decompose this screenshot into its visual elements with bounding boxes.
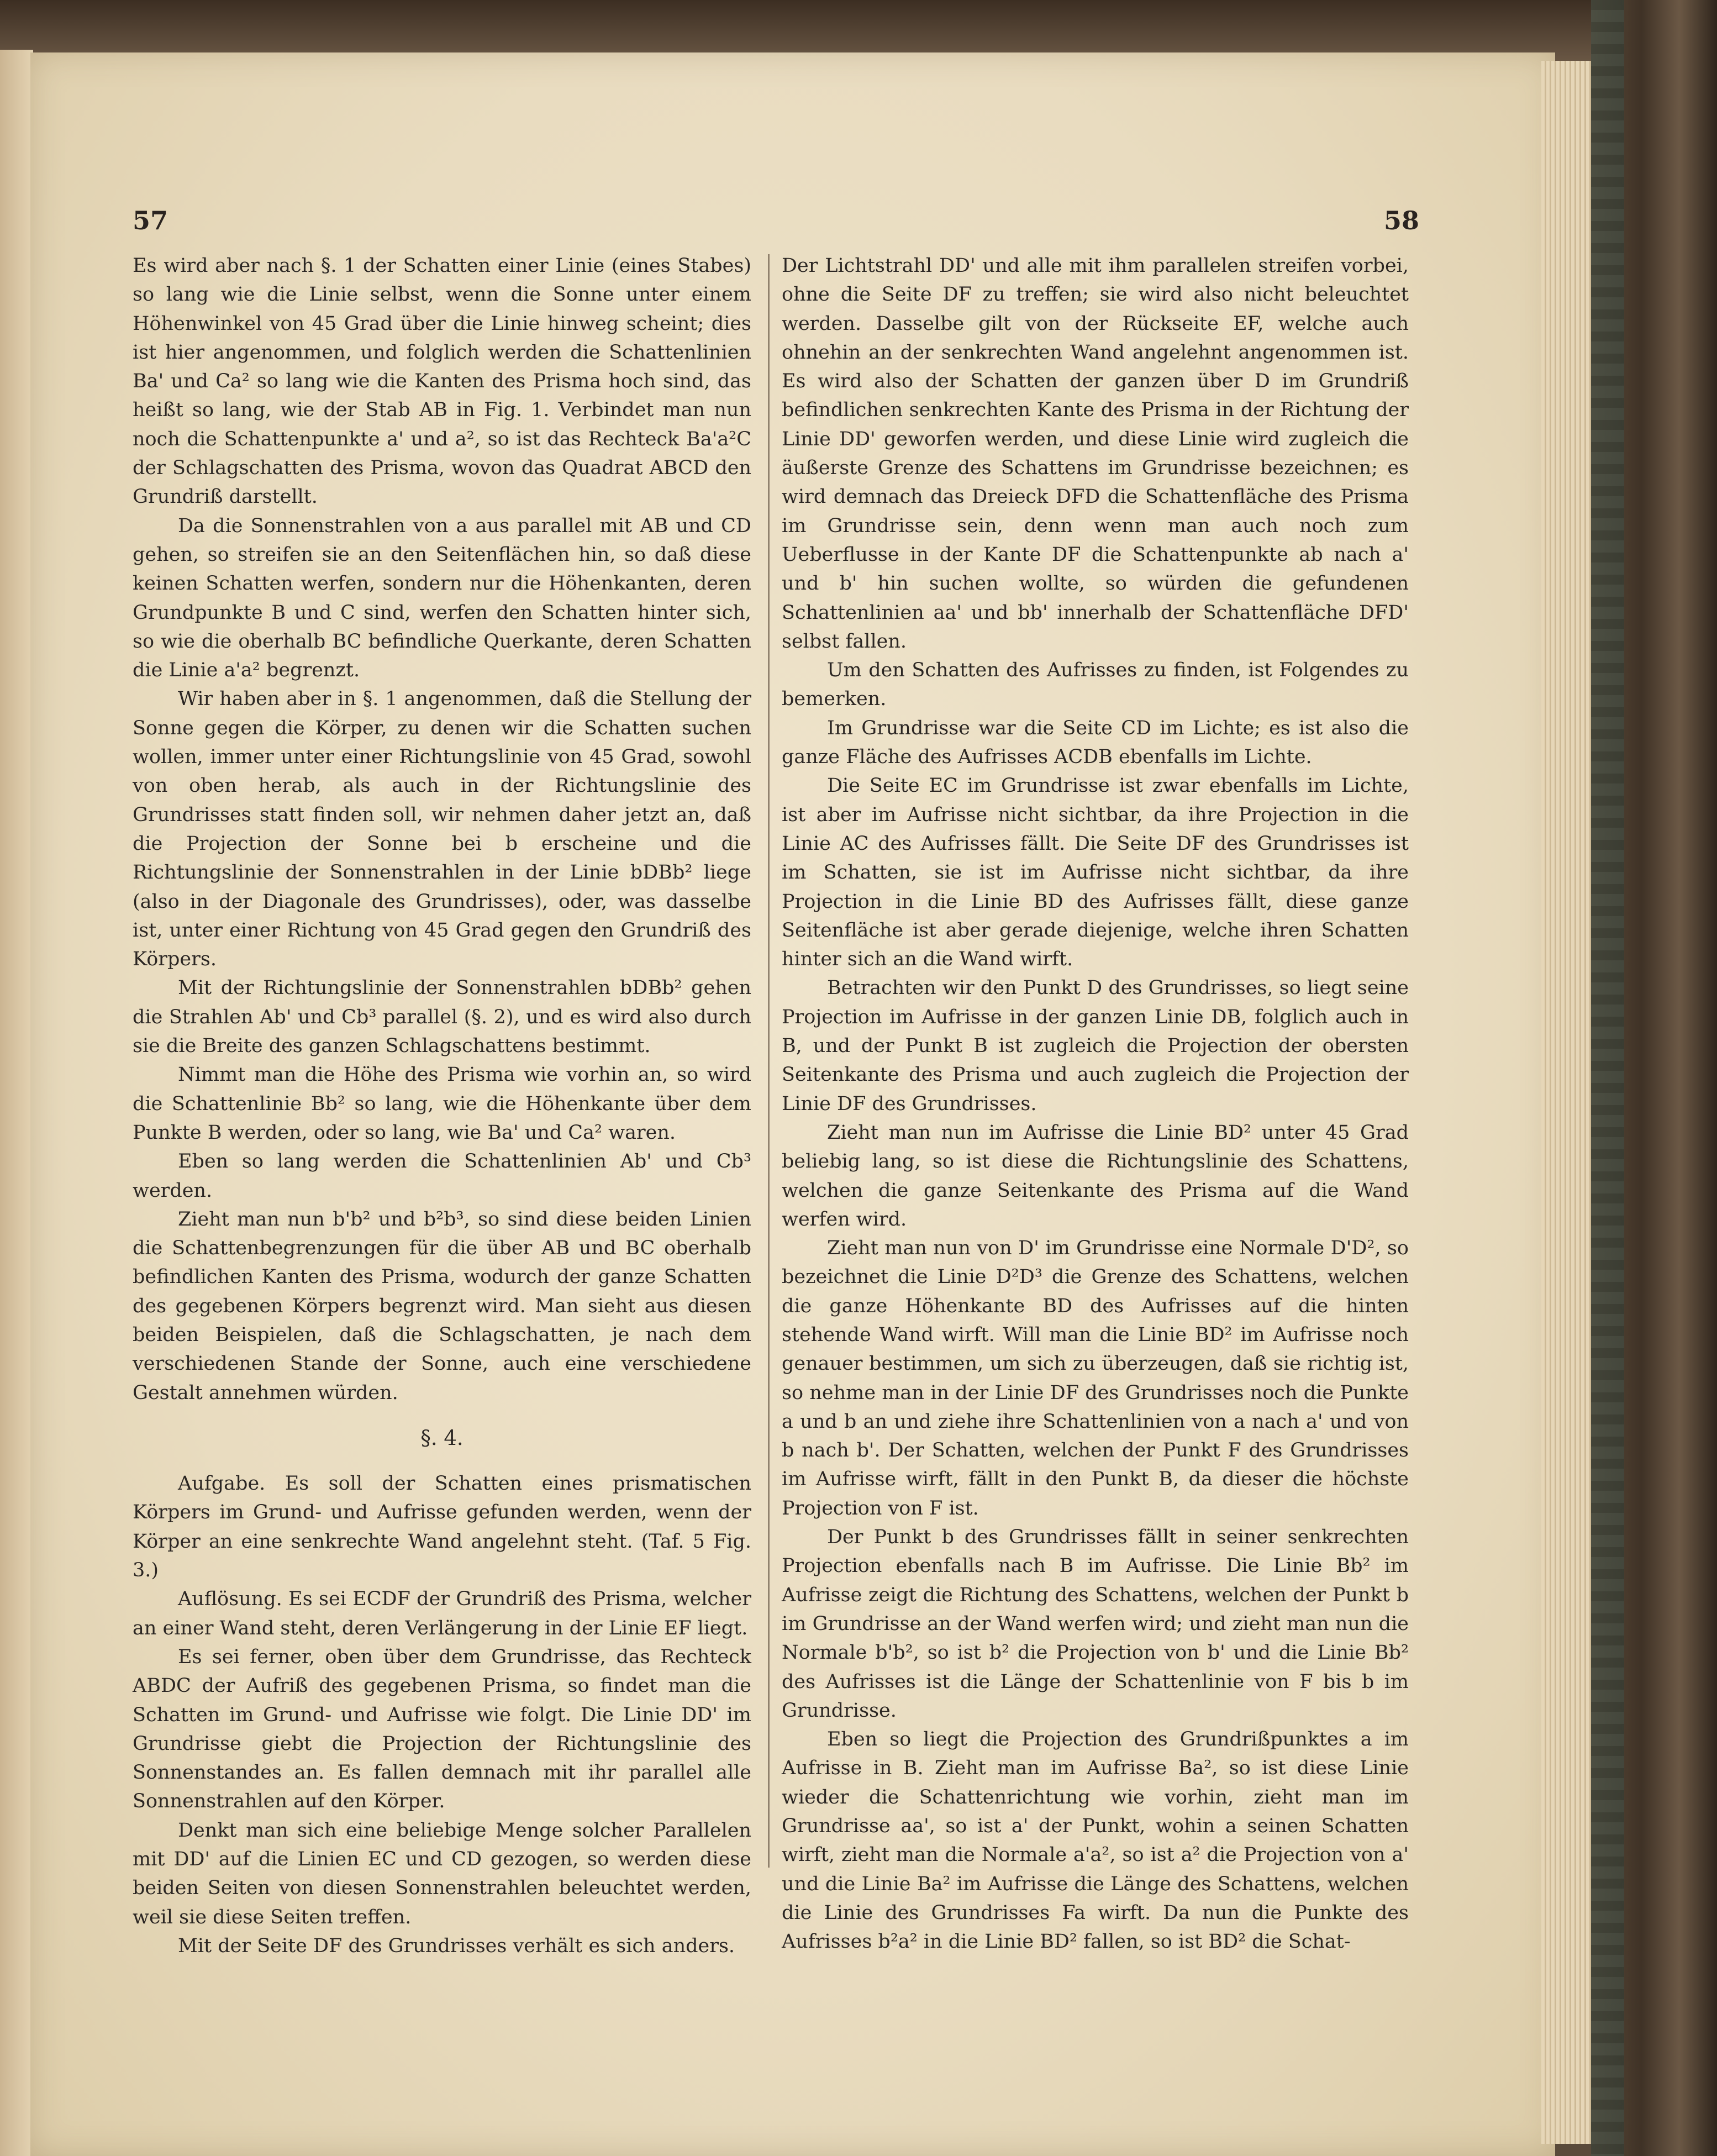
page-number-right: 58	[1384, 206, 1420, 235]
left-column	[133, 251, 751, 1960]
paragraph: Eben so lang werden die Schattenlinien Ab' und Cb³ werden.	[133, 1150, 751, 1202]
paragraph: Denkt man sich eine beliebige Menge solcher Parallelen mit DD' auf die Linien EC und CD gezogen, so werden diese beiden Seiten von diesen Sonnenstrahlen beleuchtet werden, weil sie diese Seiten treffen.	[133, 1819, 751, 1928]
page-number-left: 57	[133, 206, 168, 235]
paragraph: Die Seite EC im Grundrisse ist zwar ebenfalls im Lichte, ist aber im Aufrisse nicht sichtbar, da ihre Projection in die Linie AC des Aufrisses fällt. Die Seite DF des Grundrisses ist im Schatten, sie ist im Aufrisse nicht sichtbar, da ihre Projection in die Linie BD des Aufrisses fällt, diese ganze Seitenfläche ist aber gerade diejenige, welche ihren Schatten hinter sich an die Wand wirft.	[782, 775, 1409, 971]
paragraph: Da die Sonnenstrahlen von a aus parallel mit AB und CD gehen, so streifen sie an den Seitenflächen hin, so daß diese keinen Schatten werfen, sondern nur die Höhenkanten, deren Grundpunkte B und C sind, werfen den Schatten hinter sich, so wie die oberhalb BC befindliche Querkante, deren Schatten die Linie a'a² begrenzt.	[133, 514, 751, 682]
right-column	[782, 251, 1409, 1957]
paragraph: Betrachten wir den Punkt D des Grundrisses, so liegt seine Projection im Aufrisse in der ganzen Linie DB, folglich auch in B, und der Punkt B ist zugleich die Projection der obersten Seitenkante des Prisma und auch zugleich die Projection der Linie DF des Grundrisses.	[782, 977, 1409, 1115]
paragraph: Aufgabe. Es soll der Schatten eines prismatischen Körpers im Grund- und Aufrisse gefunden werden, wenn der Körper an eine senkrechte Wand angelehnt steht. (Taf. 5 Fig. 3.)	[133, 1473, 751, 1582]
paragraph: Zieht man nun von D' im Grundrisse eine Normale D'D², so bezeichnet die Linie D²D³ die Grenze des Schattens, welchen die ganze Höhenkante BD des Aufrisses auf die hinten stehende Wand wirft. Will man die Linie BD² im Aufrisse noch genauer bestimmen, um sich zu überzeugen, daß sie richtig ist, so nehme man in der Linie DF des Grundrisses noch die Punkte a und b an und ziehe ihre Schattenlinien von a nach a' und von b nach b'. Der Schatten, welchen der Punkt F des Grundrisses im Aufrisse wirft, fällt in den Punkt B, da dieser die höchste Projection von F ist.	[782, 1237, 1409, 1519]
paragraph: Der Punkt b des Grundrisses fällt in seiner senkrechten Projection ebenfalls nach B im Aufrisse. Die Linie Bb² im Aufrisse zeigt die Richtung des Schattens, welchen der Punkt b im Grundrisse an der Wand werfen wird; und zieht man nun die Normale b'b², so ist b² die Projection von b' und die Linie Bb² des Aufrisses ist die Länge der Schattenlinie von F bis b im Grundrisse.	[782, 1526, 1409, 1722]
section-heading: §. 4.	[420, 1426, 464, 1450]
paragraph: Es wird aber nach §. 1 der Schatten einer Linie (eines Stabes) so lang wie die Linie selbst, wenn die Sonne unter einem Höhenwinkel von 45 Grad über die Linie hinweg scheint; dies ist hier angenommen, und folglich werden die Schattenlinien Ba' und Ca² so lang wie die Kanten des Prisma hoch sind, das heißt so lang, wie der Stab AB in Fig. 1. Verbindet man nun noch die Schattenpunkte a' und a², so ist das Rechteck Ba'a²C der Schlagschatten des Prisma, wovon das Quadrat ABCD den Grundriß darstellt.	[133, 255, 751, 508]
left-page-leaf	[0, 50, 33, 2156]
paragraph: Mit der Seite DF des Grundrisses verhält es sich anders.	[178, 1934, 735, 1957]
paragraph: Es sei ferner, oben über dem Grundrisse, das Rechteck ABDC der Aufriß des gegebenen Prisma, so findet man die Schatten im Grund- und Aufrisse wie folgt. Die Linie DD' im Grundrisse giebt die Projection der Richtungslinie des Sonnenstandes an. Es fallen demnach mit ihr parallel alle Sonnenstrahlen auf den Körper.	[133, 1645, 751, 1813]
paragraph: Mit der Richtungslinie der Sonnenstrahlen bDBb² gehen die Strahlen Ab' und Cb³ parallel (§. 2), und es wird also durch sie die Breite des ganzen Schlagschattens bestimmt.	[133, 977, 751, 1058]
paragraph: Nimmt man die Höhe des Prisma wie vorhin an, so wird die Schattenlinie Bb² so lang, wie die Höhenkante über dem Punkte B werden, oder so lang, wie Ba' und Ca² waren.	[133, 1064, 751, 1144]
binding-board-right	[1591, 0, 1717, 2156]
page-edges	[1541, 61, 1591, 2144]
paragraph: Der Lichtstrahl DD' und alle mit ihm parallelen streifen vorbei, ohne die Seite DF zu treffen; sie wird also nicht beleuchtet werden. Dasselbe gilt von der Rückseite EF, welche auch ohnehin an der senkrechten Wand angelehnt angenommen ist. Es wird also der Schatten der ganzen über D im Grundriß befindlichen senkrechten Kante des Prisma in der Richtung der Linie DD' geworfen werden, und diese Linie wird zugleich die äußerste Grenze des Schattens im Grundrisse bezeichnen; es wird demnach das Dreieck DFD die Schattenfläche des Prisma im Grundrisse sein, denn wenn man auch noch zum Ueberflusse in der Kante DF die Schattenpunkte ab nach a' und b' hin suchen wollte, so würden die gefundenen Schattenlinien aa' und bb' innerhalb der Schattenfläche DFD' selbst fallen.	[782, 255, 1409, 653]
paragraph: Zieht man nun b'b² und b²b³, so sind diese beiden Linien die Schattenbegrenzungen für die über AB und BC oberhalb befindlichen Kanten des Prisma, wodurch der ganze Schatten des gegebenen Körpers begrenzt wird. Man sieht aus diesen beiden Beispielen, daß die Schlagschatten, je nach dem verschiedenen Stande der Sonne, auch eine verschiedene Gestalt annehmen würden.	[133, 1208, 751, 1404]
paragraph: Auflösung. Es sei ECDF der Grundriß des Prisma, welcher an einer Wand steht, deren Verlängerung in der Linie EF liegt.	[133, 1588, 751, 1639]
paragraph: Eben so liegt die Projection des Grundrißpunktes a im Aufrisse in B. Zieht man im Aufrisse Ba², so ist diese Linie wieder die Schattenrichtung wie vorhin, zieht man im Grundrisse aa', so ist a' der Punkt, wohin a seinen Schatten wirft, zieht man die Normale a'a², so ist a² die Projection von a' und die Linie Ba² im Aufrisse die Länge des Schattens, welchen die Linie des Grundrisses Fa wirft. Da nun die Punkte des Aufrisses b²a² in die Linie BD² fallen, so ist BD² die Schat-	[782, 1728, 1409, 1953]
paragraph: Zieht man nun im Aufrisse die Linie BD² unter 45 Grad beliebig lang, so ist diese die Richtungslinie des Schattens, welchen die ganze Seitenkante des Prisma auf die Wand werfen wird.	[782, 1121, 1409, 1231]
paragraph: Im Grundrisse war die Seite CD im Lichte; es ist also die ganze Fläche des Aufrisses ACDB ebenfalls im Lichte.	[782, 717, 1409, 769]
paragraph: Um den Schatten des Aufrisses zu finden, ist Folgendes zu bemerken.	[782, 659, 1409, 711]
paragraph: Wir haben aber in §. 1 angenommen, daß die Stellung der Sonne gegen die Körper, zu denen wir die Schatten suchen wollen, immer unter einer Richtungslinie von 45 Grad, sowohl von oben herab, als auch in der Richtungslinie des Grundrisses statt finden soll, wir nehmen daher jetzt an, daß die Projection der Sonne bei b erscheine und die Richtungslinie der Sonnenstrahlen in der Linie bDBb² liege (also in der Diagonale des Grundrisses), oder, was dasselbe ist, unter einer Richtung von 45 Grad gegen den Grundriß des Körpers.	[133, 688, 751, 971]
column-divider	[768, 254, 770, 1868]
